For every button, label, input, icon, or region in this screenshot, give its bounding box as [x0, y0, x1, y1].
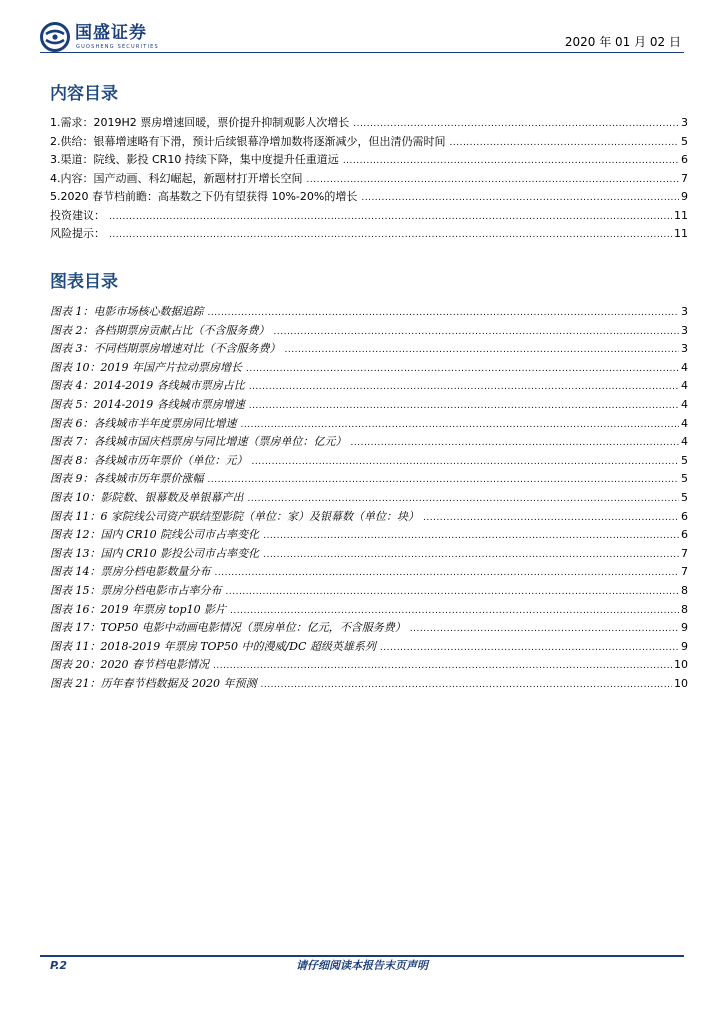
- figure-item-label: 图表 7：各线城市国庆档票房与同比增速（票房单位：亿元）: [50, 435, 347, 449]
- figure-leader-dots: [226, 583, 680, 602]
- toc-item[interactable]: [50, 114, 688, 133]
- logo-english-name: GUOSHENG SECURITIES: [76, 44, 159, 50]
- figure-leader-dots: [208, 471, 680, 490]
- contents-list: [50, 114, 688, 244]
- figure-item-label: 图表 21：历年春节档数据及 2020 年预测: [50, 676, 257, 690]
- figure-item[interactable]: [50, 340, 688, 359]
- figure-item-page: 9: [681, 621, 688, 635]
- figure-item-label: 图表 8：各线城市历年票价（单位：元）: [50, 453, 248, 467]
- figure-item-label: 图表 2：各档期票房贡献占比（不含服务费）: [50, 323, 270, 337]
- figure-leader-dots: [351, 434, 680, 453]
- figure-item-label: 图表 3：不同档期票房增速对比（不含服务费）: [50, 342, 281, 356]
- figure-leader-dots: [215, 564, 680, 583]
- figure-item[interactable]: [50, 601, 688, 620]
- toc-item-label: 2.供给：银幕增速略有下滑，预计后续银幕净增加数将逐渐减少，但出清仍需时间: [50, 134, 446, 148]
- header-divider: [40, 52, 684, 53]
- figure-leader-dots: [241, 416, 680, 435]
- toc-item[interactable]: [50, 170, 688, 189]
- figure-item-page: 9: [681, 639, 688, 653]
- figure-leader-dots: [274, 323, 680, 342]
- figure-item[interactable]: [50, 508, 688, 527]
- figure-leader-dots: [263, 527, 679, 546]
- figure-item-label: 图表 6：各线城市半年度票房同比增速: [50, 416, 237, 430]
- figures-list: [50, 303, 688, 693]
- toc-item-label: 投资建议：: [50, 208, 105, 222]
- toc-item-label: 风险提示：: [50, 227, 105, 240]
- figure-item[interactable]: [50, 359, 688, 378]
- toc-leader-dots: [109, 226, 672, 245]
- figure-item[interactable]: [50, 396, 688, 415]
- figure-item-page: 7: [681, 565, 688, 579]
- figure-item-page: 5: [681, 472, 688, 486]
- footer-divider: [40, 955, 684, 957]
- figure-item-page: 5: [681, 453, 688, 467]
- figure-item-label: 图表 13：国内 CR10 影投公司市占率变化: [50, 546, 260, 560]
- figure-item[interactable]: [50, 322, 688, 341]
- figure-item-label: 图表 11：2018-2019 年票房 TOP50 中的漫威/DC 超级英雄系列: [50, 639, 376, 653]
- toc-leader-dots: [450, 134, 680, 153]
- guosheng-logo-icon: [40, 22, 70, 52]
- figure-item[interactable]: [50, 377, 688, 396]
- figure-leader-dots: [213, 657, 672, 676]
- figure-item-page: 4: [681, 397, 688, 411]
- toc-item-page: 5: [681, 134, 688, 148]
- toc-item-page: 11: [674, 208, 688, 222]
- figure-item[interactable]: [50, 452, 688, 471]
- figure-item-page: 3: [681, 305, 688, 318]
- toc-item[interactable]: [50, 188, 688, 207]
- figure-item[interactable]: [50, 638, 688, 657]
- figure-item-label: 图表 10：影院数、银幕数及单银幕产出: [50, 490, 244, 504]
- figure-item[interactable]: [50, 470, 688, 489]
- figure-item-page: 4: [681, 435, 688, 449]
- figure-item[interactable]: [50, 526, 688, 545]
- figure-item-page: 4: [681, 416, 688, 430]
- footer-page-number: P.2: [50, 959, 68, 972]
- toc-leader-dots: [353, 115, 679, 134]
- company-logo: [40, 22, 190, 54]
- figure-item[interactable]: [50, 619, 688, 638]
- figure-item-label: 图表 1：电影市场核心数据追踪: [50, 305, 204, 318]
- figure-item-page: 6: [681, 528, 688, 542]
- footer-disclaimer: 请仔细阅读本报告末页声明: [296, 959, 428, 972]
- figure-item[interactable]: [50, 489, 688, 508]
- figure-item-page: 8: [681, 602, 688, 616]
- figure-item-label: 图表 9：各线城市历年票价涨幅: [50, 472, 204, 486]
- figure-leader-dots: [208, 304, 680, 323]
- figure-item-page: 8: [681, 583, 688, 597]
- logo-chinese-name: 国盛证券: [75, 23, 147, 43]
- figure-item[interactable]: [50, 656, 688, 675]
- page-header: [0, 0, 724, 60]
- figure-item-page: 10: [674, 676, 688, 690]
- figure-leader-dots: [410, 620, 679, 639]
- figure-leader-dots: [260, 676, 672, 695]
- figure-item-label: 图表 11：6 家院线公司资产联结型影院（单位：家）及银幕数（单位：块）: [50, 509, 419, 523]
- figure-item-label: 图表 4：2014-2019 各线城市票房占比: [50, 379, 245, 393]
- toc-item[interactable]: [50, 225, 688, 244]
- figure-item-page: 6: [681, 509, 688, 523]
- figure-leader-dots: [423, 509, 679, 528]
- toc-leader-dots: [361, 189, 679, 208]
- toc-item-page: 9: [681, 190, 688, 203]
- figures-title: 图表目录: [50, 272, 118, 292]
- toc-item[interactable]: [50, 207, 688, 226]
- figure-item[interactable]: [50, 303, 688, 322]
- figure-leader-dots: [248, 490, 680, 509]
- figure-leader-dots: [249, 378, 679, 397]
- figure-leader-dots: [249, 397, 679, 416]
- report-date: 2020 年 01 月 02 日: [564, 35, 681, 49]
- figure-item-label: 图表 14：票房分档电影数量分布: [50, 565, 211, 579]
- figure-item-label: 图表 12：国内 CR10 院线公司市占率变化: [50, 528, 260, 542]
- toc-leader-dots: [307, 171, 680, 190]
- figure-item-page: 4: [681, 379, 688, 393]
- figure-leader-dots: [285, 341, 680, 360]
- figure-leader-dots: [246, 360, 679, 379]
- figure-item[interactable]: [50, 545, 688, 564]
- figure-item[interactable]: [50, 433, 688, 452]
- toc-item-label: 1.需求：2019H2 票房增速回暖，票价提升抑制观影人次增长: [50, 116, 350, 129]
- toc-leader-dots: [343, 152, 679, 171]
- figure-item-label: 图表 16：2019 年票房 top10 影片: [50, 602, 227, 616]
- toc-item[interactable]: [50, 133, 688, 152]
- figure-item-label: 图表 20：2020 春节档电影情况: [50, 658, 209, 672]
- toc-item-label: 5.2020 春节档前瞻：高基数之下仍有望获得 10%-20%的增长: [50, 190, 358, 203]
- toc-leader-dots: [109, 208, 672, 227]
- figure-item-page: 3: [681, 323, 688, 337]
- contents-title: 内容目录: [50, 84, 118, 104]
- figure-item[interactable]: [50, 675, 688, 694]
- figure-item-page: 7: [681, 546, 688, 560]
- figure-item-label: 图表 17：TOP50 电影中动画电影情况（票房单位：亿元，不含服务费）: [50, 621, 406, 635]
- figure-item[interactable]: [50, 415, 688, 434]
- figure-leader-dots: [230, 602, 679, 621]
- toc-item-label: 3.渠道：院线、影投 CR10 持续下降，集中度提升任重道远: [50, 153, 339, 166]
- figure-item[interactable]: [50, 582, 688, 601]
- figure-item-page: 4: [681, 360, 688, 374]
- figure-leader-dots: [263, 546, 679, 565]
- figure-item-label: 图表 5：2014-2019 各线城市票房增速: [50, 397, 245, 411]
- figure-item-page: 5: [681, 490, 688, 504]
- figure-item-page: 3: [681, 342, 688, 356]
- toc-item[interactable]: [50, 151, 688, 170]
- figure-leader-dots: [380, 639, 679, 658]
- toc-item-label: 4.内容：国产动画、科幻崛起，新题材打开增长空间: [50, 171, 303, 185]
- toc-item-page: 7: [681, 171, 688, 185]
- toc-item-page: 3: [681, 116, 688, 129]
- toc-item-page: 6: [681, 153, 688, 166]
- figure-leader-dots: [252, 453, 680, 472]
- figure-item[interactable]: [50, 563, 688, 582]
- figure-item-page: 10: [674, 658, 688, 672]
- toc-item-page: 11: [674, 227, 688, 240]
- figure-item-label: 图表 10：2019 年国产片拉动票房增长: [50, 360, 242, 374]
- figure-item-label: 图表 15：票房分档电影市占率分布: [50, 583, 222, 597]
